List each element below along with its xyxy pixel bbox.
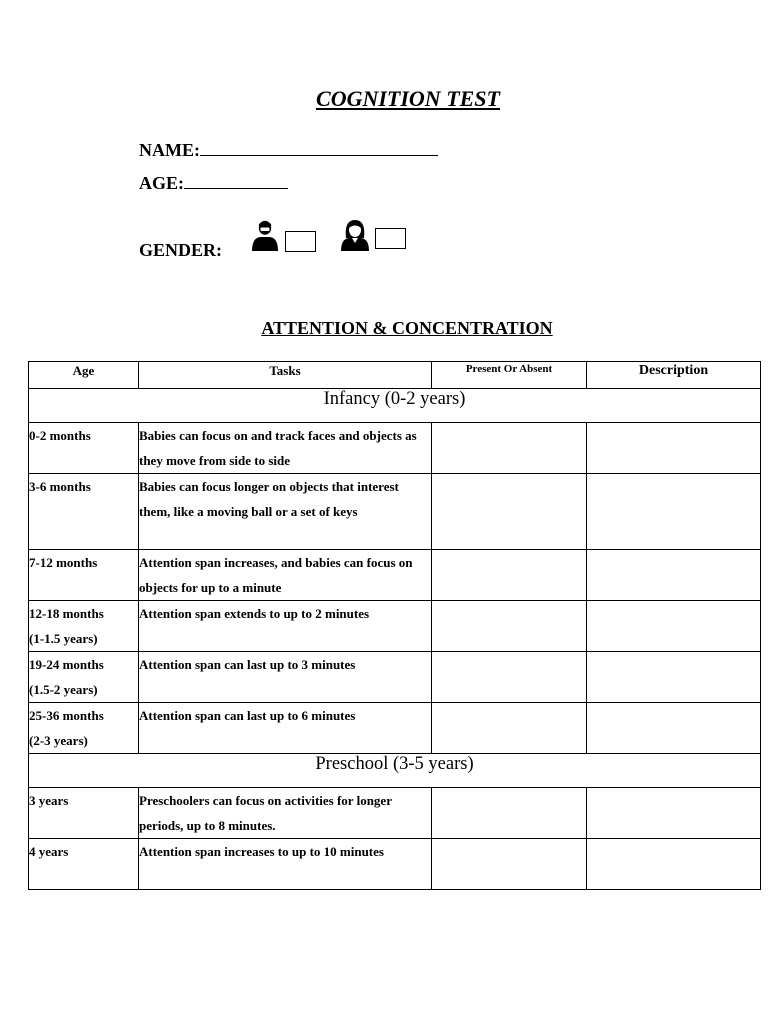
name-label: NAME:: [139, 140, 200, 160]
present-absent-cell[interactable]: [432, 474, 587, 550]
female-person-icon: [339, 218, 373, 257]
age-cell: 3 years: [29, 788, 139, 839]
present-absent-cell[interactable]: [432, 601, 587, 652]
description-cell[interactable]: [587, 601, 761, 652]
table-row: [29, 474, 761, 550]
age-cell: 12-18 months (1-1.5 years): [29, 601, 139, 652]
name-input-line[interactable]: [200, 141, 438, 156]
task-cell: Attention span can last up to 3 minutes: [139, 652, 432, 703]
female-checkbox[interactable]: [375, 228, 406, 249]
page-title: COGNITION TEST: [316, 86, 500, 111]
description-cell[interactable]: [587, 788, 761, 839]
column-header-description: Description: [587, 362, 761, 389]
group-title: Infancy (0-2 years): [29, 389, 761, 423]
description-cell[interactable]: [587, 474, 761, 550]
section-title: ATTENTION & CONCENTRATION: [261, 318, 553, 338]
present-absent-cell[interactable]: [432, 788, 587, 839]
table-row: [29, 652, 761, 703]
table-row: [29, 703, 761, 754]
table-row: [29, 601, 761, 652]
present-absent-cell[interactable]: [432, 652, 587, 703]
age-cell: 0-2 months: [29, 423, 139, 474]
description-cell[interactable]: [587, 652, 761, 703]
group-row: [29, 389, 761, 423]
gender-label: GENDER:: [139, 240, 223, 260]
age-input-line[interactable]: [184, 174, 288, 189]
age-cell: 25-36 months (2-3 years): [29, 703, 139, 754]
task-cell: Babies can focus on and track faces and objects as they move from side to side: [139, 423, 432, 474]
age-label: AGE:: [139, 173, 184, 193]
description-cell[interactable]: [587, 703, 761, 754]
name-field[interactable]: [139, 140, 438, 161]
table-row: [29, 788, 761, 839]
present-absent-cell[interactable]: [432, 839, 587, 890]
task-cell: Attention span increases to up to 10 minutes: [139, 839, 432, 890]
table-header-row: [29, 362, 761, 389]
male-checkbox[interactable]: [285, 231, 316, 252]
group-title: Preschool (3-5 years): [29, 754, 761, 788]
task-cell: Babies can focus longer on objects that interest them, like a moving ball or a set of keys: [139, 474, 432, 550]
task-cell: Preschoolers can focus on activities for longer periods, up to 8 minutes.: [139, 788, 432, 839]
task-cell: Attention span extends to up to 2 minutes: [139, 601, 432, 652]
table-row: [29, 423, 761, 474]
age-field[interactable]: [139, 173, 288, 194]
column-header-age: Age: [29, 362, 139, 389]
description-cell[interactable]: [587, 550, 761, 601]
age-cell: 3-6 months: [29, 474, 139, 550]
task-cell: Attention span increases, and babies can focus on objects for up to a minute: [139, 550, 432, 601]
group-row: [29, 754, 761, 788]
description-cell[interactable]: [587, 423, 761, 474]
description-cell[interactable]: [587, 839, 761, 890]
table-row: [29, 839, 761, 890]
male-person-icon: [251, 218, 281, 257]
column-header-tasks: Tasks: [139, 362, 432, 389]
present-absent-cell[interactable]: [432, 550, 587, 601]
age-cell: 4 years: [29, 839, 139, 890]
task-cell: Attention span can last up to 6 minutes: [139, 703, 432, 754]
gender-field: [139, 240, 222, 261]
column-header-present-absent: Present Or Absent: [432, 362, 587, 389]
age-cell: 7-12 months: [29, 550, 139, 601]
present-absent-cell[interactable]: [432, 423, 587, 474]
attention-table: [28, 361, 761, 890]
age-cell: 19-24 months (1.5-2 years): [29, 652, 139, 703]
present-absent-cell[interactable]: [432, 703, 587, 754]
table-row: [29, 550, 761, 601]
